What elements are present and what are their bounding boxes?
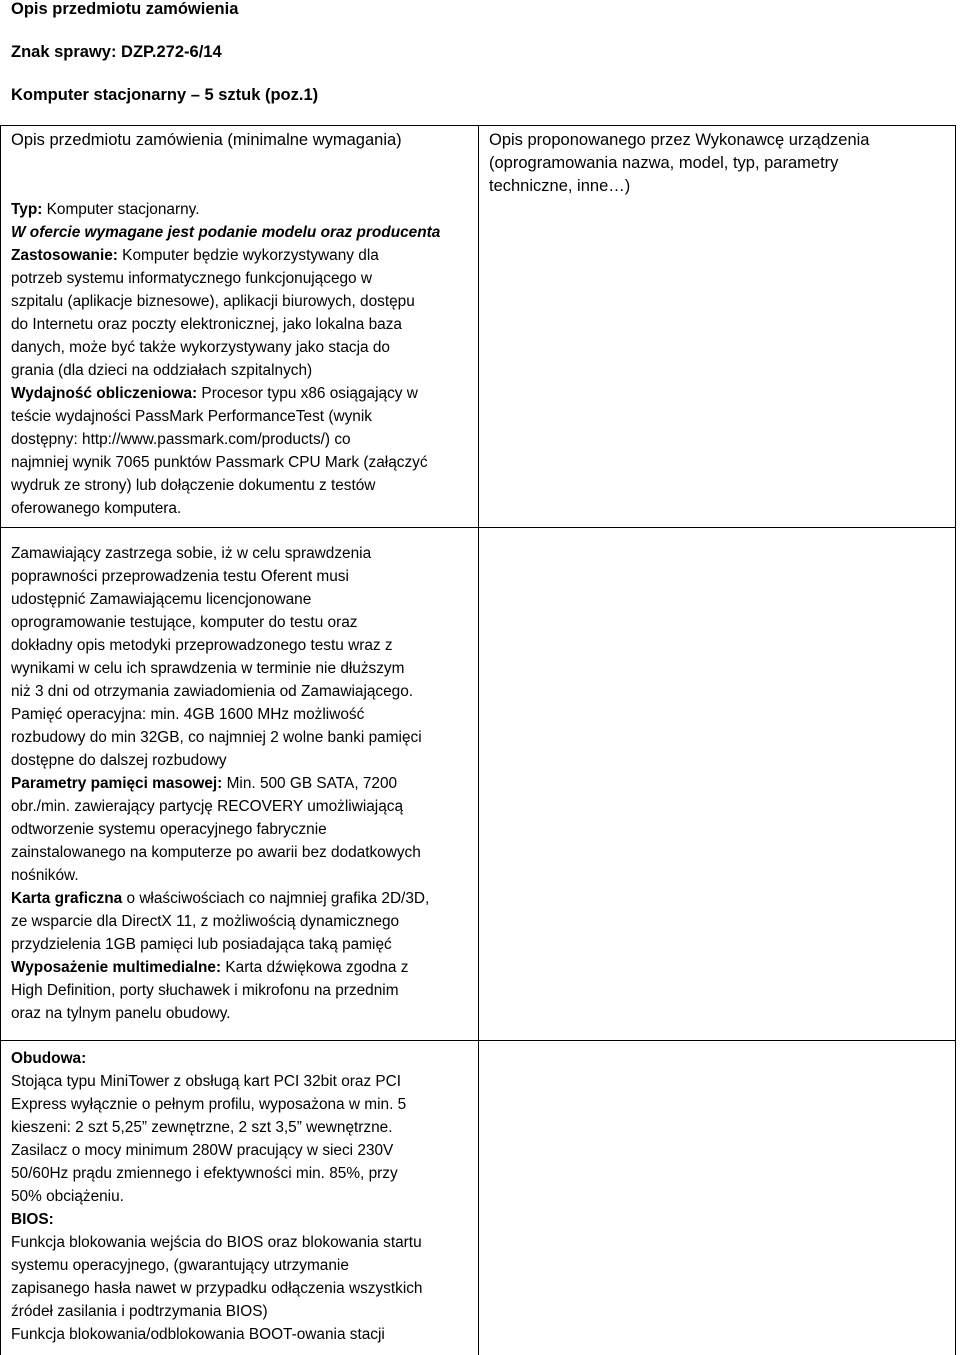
column-separator (478, 125, 479, 1355)
usage-text: grania (dla dzieci na oddziałach szpitalnych) (11, 362, 313, 379)
right-header-line: Opis proponowanego przez Wykonawcę urządzenia (489, 131, 870, 149)
test-clause-text: poprawności przeprowadzenia testu Oferent musi (11, 568, 349, 585)
case-text: Zasilacz o mocy minimum 280W pracujący w sieci 230V (11, 1142, 394, 1159)
right-header-line: (oprogramowania nazwa, model, typ, parametry (489, 154, 839, 172)
bios-text: źródeł zasilania i podtrzymania BIOS) (11, 1303, 268, 1320)
storage-line (11, 772, 429, 795)
storage-text: Min. 500 GB SATA, 7200 (222, 775, 398, 792)
right-column-header (489, 129, 869, 198)
multimedia-line (11, 956, 429, 979)
multimedia-label: Wyposażenie multimedialne: (11, 959, 222, 976)
bios-text: systemu operacyjnego, (gwarantujący utrzymanie (11, 1257, 349, 1274)
case-reference: Znak sprawy: DZP.272-6/14 (11, 43, 222, 61)
type-line (11, 198, 440, 221)
graphics-text: o właściwościach co najmniej grafika 2D/3D, (122, 890, 430, 907)
type-value: Komputer stacjonarny. (42, 201, 200, 218)
right-header-line: techniczne, inne…) (489, 177, 631, 195)
usage-text: do Internetu oraz poczty elektronicznej, jako lokalna baza (11, 316, 402, 333)
multimedia-text: High Definition, porty słuchawek i mikrofonu na przednim (11, 982, 399, 999)
bios-text: Funkcja blokowania/odblokowania BOOT-owania stacji (11, 1326, 385, 1343)
bios-text: Funkcja blokowania wejścia do BIOS oraz blokowania startu (11, 1234, 422, 1251)
usage-text: danych, może być także wykorzystywany jako stacja do (11, 339, 390, 356)
usage-text: potrzeb systemu informatycznego funkcjonującego w (11, 270, 373, 287)
test-clause-text: wynikami w celu ich sprawdzenia w terminie nie dłuższym (11, 660, 405, 677)
requirements-block-2 (11, 542, 429, 1025)
model-notice: W ofercie wymagane jest podanie modelu oraz producenta (11, 224, 441, 241)
test-clause-text: niż 3 dni od otrzymania zawiadomienia od Zamawiającego. (11, 683, 414, 700)
test-clause-text: dokładny opis metodyki przeprowadzonego testu wraz z (11, 637, 393, 654)
storage-text: nośników. (11, 867, 79, 884)
specification-table (0, 125, 956, 1355)
case-text: Stojąca typu MiniTower z obsługą kart PCI 32bit oraz PCI (11, 1073, 402, 1090)
test-clause-text: udostępnić Zamawiającemu licencjonowane (11, 591, 312, 608)
performance-text: teście wydajności PassMark PerformanceTest (wynik (11, 408, 372, 425)
case-text: kieszeni: 2 szt 5,25” zewnętrzne, 2 szt 3,5” wewnętrzne. (11, 1119, 393, 1136)
table-border-left (0, 125, 1, 1355)
case-text: 50/60Hz prądu zmiennego i efektywności min. 85%, przy (11, 1165, 398, 1182)
performance-text: wydruk ze strony) lub dołączenie dokumentu z testów (11, 477, 376, 494)
bios-label: BIOS: (11, 1211, 54, 1228)
type-label: Typ: (11, 201, 43, 218)
graphics-text: ze wsparcie dla DirectX 11, z możliwością dynamicznego (11, 913, 400, 930)
bios-text: zapisanego hasła nawet w przypadku odłączenia wszystkich (11, 1280, 423, 1297)
ram-text: rozbudowy do min 32GB, co najmniej 2 wolne banki pamięci (11, 729, 422, 746)
performance-text: najmniej wynik 7065 punktów Passmark CPU Mark (załączyć (11, 454, 428, 471)
storage-text: zainstalowanego na komputerze po awarii bez dodatkowych (11, 844, 421, 861)
case-label: Obudowa: (11, 1050, 87, 1067)
storage-label: Parametry pamięci masowej: (11, 775, 223, 792)
usage-text: szpitalu (aplikacje biznesowe), aplikacji biurowych, dostępu (11, 293, 415, 310)
case-text: 50% obciążeniu. (11, 1188, 124, 1205)
performance-label: Wydajność obliczeniowa: (11, 385, 198, 402)
usage-text: Komputer będzie wykorzystywany dla (117, 247, 379, 264)
ram-text: Pamięć operacyjna: min. 4GB 1600 MHz możliwość (11, 706, 365, 723)
storage-text: odtworzenie systemu operacyjnego fabrycznie (11, 821, 327, 838)
item-title: Komputer stacjonarny – 5 sztuk (poz.1) (11, 86, 319, 104)
storage-text: obr./min. zawierający partycję RECOVERY umożliwiającą (11, 798, 404, 815)
left-column-header: Opis przedmiotu zamówienia (minimalne wymagania) (11, 131, 402, 149)
test-clause-text: Zamawiający zastrzega sobie, iż w celu sprawdzenia (11, 545, 372, 562)
graphics-label: Karta graficzna (11, 890, 123, 907)
document-title: Opis przedmiotu zamówienia (11, 0, 239, 18)
table-border-right (955, 125, 956, 1355)
multimedia-text: oraz na tylnym panelu obudowy. (11, 1005, 231, 1022)
graphics-text: przydzielenia 1GB pamięci lub posiadająca taką pamięć (11, 936, 392, 953)
multimedia-text: Karta dźwiękowa zgodna z (221, 959, 409, 976)
case-text: Express wyłącznie o pełnym profilu, wyposażona w min. 5 (11, 1096, 407, 1113)
performance-text: oferowanego komputera. (11, 500, 182, 517)
usage-line (11, 244, 440, 267)
graphics-line (11, 887, 429, 910)
requirements-block-3 (11, 1047, 423, 1346)
ram-text: dostępne do dalszej rozbudowy (11, 752, 227, 769)
test-clause-text: oprogramowanie testujące, komputer do testu oraz (11, 614, 358, 631)
requirements-block-1 (11, 198, 440, 520)
usage-label: Zastosowanie: (11, 247, 118, 264)
performance-text: Procesor typu x86 osiągający w (197, 385, 418, 402)
performance-line (11, 382, 440, 405)
performance-text: dostępny: http://www.passmark.com/products/) co (11, 431, 351, 448)
